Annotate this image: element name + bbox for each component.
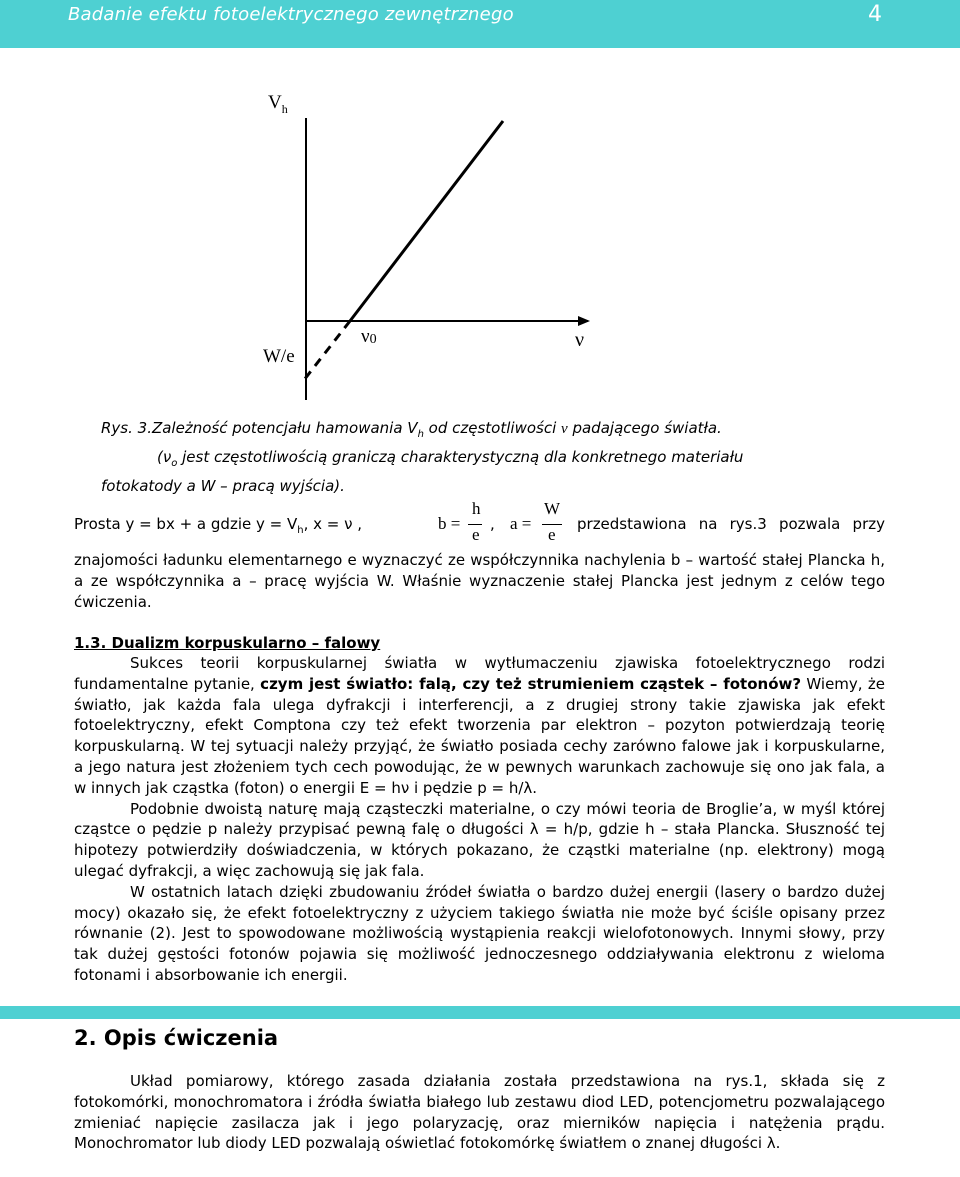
a-symbol: a = [510, 514, 532, 533]
document-title: Badanie efektu fotoelektrycznego zewnętrznego [68, 4, 514, 25]
paragraph-planck: znajomości ładunku elementarnego e wyznaczyć ze współczynnika nachylenia b – wartość stałej Plancka h, a ze współczynnika a – pracę wyjścia W. Właśnie wyznaczenie stałej Plancka jest jednym z celów tego ćwiczenia. [74, 551, 885, 611]
paragraph-multiphoton: W ostatnich latach dzięki zbudowaniu źródeł światła o bardzo dużej energii (lasery o bardzo dużej mocy) okazało się, że efekt fotoelektryczny z użyciem takiego światła nie może być ściśle opisany przez równanie (2). Jest to spowodowane możliwością wystąpienia reakcji wielofotonowych. Innymi słowy, przy tak dużej gęstości fotonów pojawia się możliwość jednoczesnego oddziaływania elektronu z wieloma fotonami i absorbowanie ich energii. [74, 882, 885, 984]
a-denominator: e [548, 525, 556, 544]
section-1-3-body [74, 653, 885, 986]
b-symbol: b = [438, 514, 461, 533]
b-denominator: e [472, 525, 480, 544]
vh-vs-frequency-figure [0, 48, 960, 413]
x-axis-label: ν [575, 329, 585, 351]
header-bar [0, 0, 960, 48]
a-numerator: W [544, 499, 561, 518]
linear-fit-formula: Prosta y = bx + a gdzie $y = V_h$, x = ν , b = h e , a = W e przedstawiona na rys.3 pozwala przy [74, 499, 885, 544]
section-heading-1-3: 1.3. Dualizm korpuskularno – falowy [74, 634, 381, 652]
paragraph-de-broglie: Podobnie dwoistą naturę mają cząsteczki materialne, o czy mówi teoria de Broglie’a, w myśl której cząstce o pędzie p należy przypisać pewną falę o długości λ = h/p, gdzie h – stała Plancka. Słuszność tej hipotezy potwierdziły doświadczenia, w których pokazano, że cząstki materialne (np. elektrony) mogą ulegać dyfrakcji, a więc zachowują się jak fala. [74, 799, 885, 880]
threshold-label: ν0 [361, 326, 377, 347]
paragraph-setup: Układ pomiarowy, którego zasada działania została przedstawiona na rys.1, składa się z fotokomórki, monochromatora i źródła światła białego lub zestawu diod LED, potencjometru pozwalającego zmieniać napięcie zasilacza jak i jego polaryzację, oraz mierników napięcia i natężenia prądu. Monochromator lub diody LED pozwalają oświetlać fotokomórkę światłem o znanej długości λ. [74, 1072, 885, 1153]
figure-caption: Rys. 3.Zależność potencjału hamowania $V_h$ od częstotliwości ν padającego światła. ($\nu_o$ jest częstotliwością graniczą charakterystyczną dla konkretnego materiału fotokatody a W – pracą wyjścia). [101, 419, 744, 495]
vh-extrapolation [304, 321, 350, 380]
page-number: 4 [868, 2, 882, 27]
x-axis-arrow [578, 316, 590, 326]
paragraph-duality: Sukces teorii korpuskularnej światła w wytłumaczeniu zjawiska fotoelektrycznego rodzi fundamentalne pytanie, czym jest światło: falą, czy też strumieniem cząstek – fotonów? Wiemy, że światło, jak każda fala ulega dyfrakcji i interferencji, a z drugiej strony takie zjawiska jak efekt fotoelektryczny, efekt Comptona czy też efekt tworzenia par elektron – pozyton potwierdzają teorię korpuskularną. W tej sytuacji należy przyjąć, że światło posiada cechy zarówno falowe jak i korpuskularne, a jego natura jest złożeniem tych cech powodując, że w pewnych warunkach zachowuje się ono jak fala, a w innych jak cząstka (foton) o energii E = hν i pędzie p = h/λ. [74, 654, 886, 797]
section-divider-bar [0, 1006, 960, 1019]
chapter-heading-2: 2. Opis ćwiczenia [74, 1026, 279, 1050]
vh-line [350, 121, 503, 321]
y-axis-label: $V_h$ [268, 92, 288, 116]
intercept-label: W/e [263, 346, 295, 367]
b-numerator: h [472, 499, 481, 518]
